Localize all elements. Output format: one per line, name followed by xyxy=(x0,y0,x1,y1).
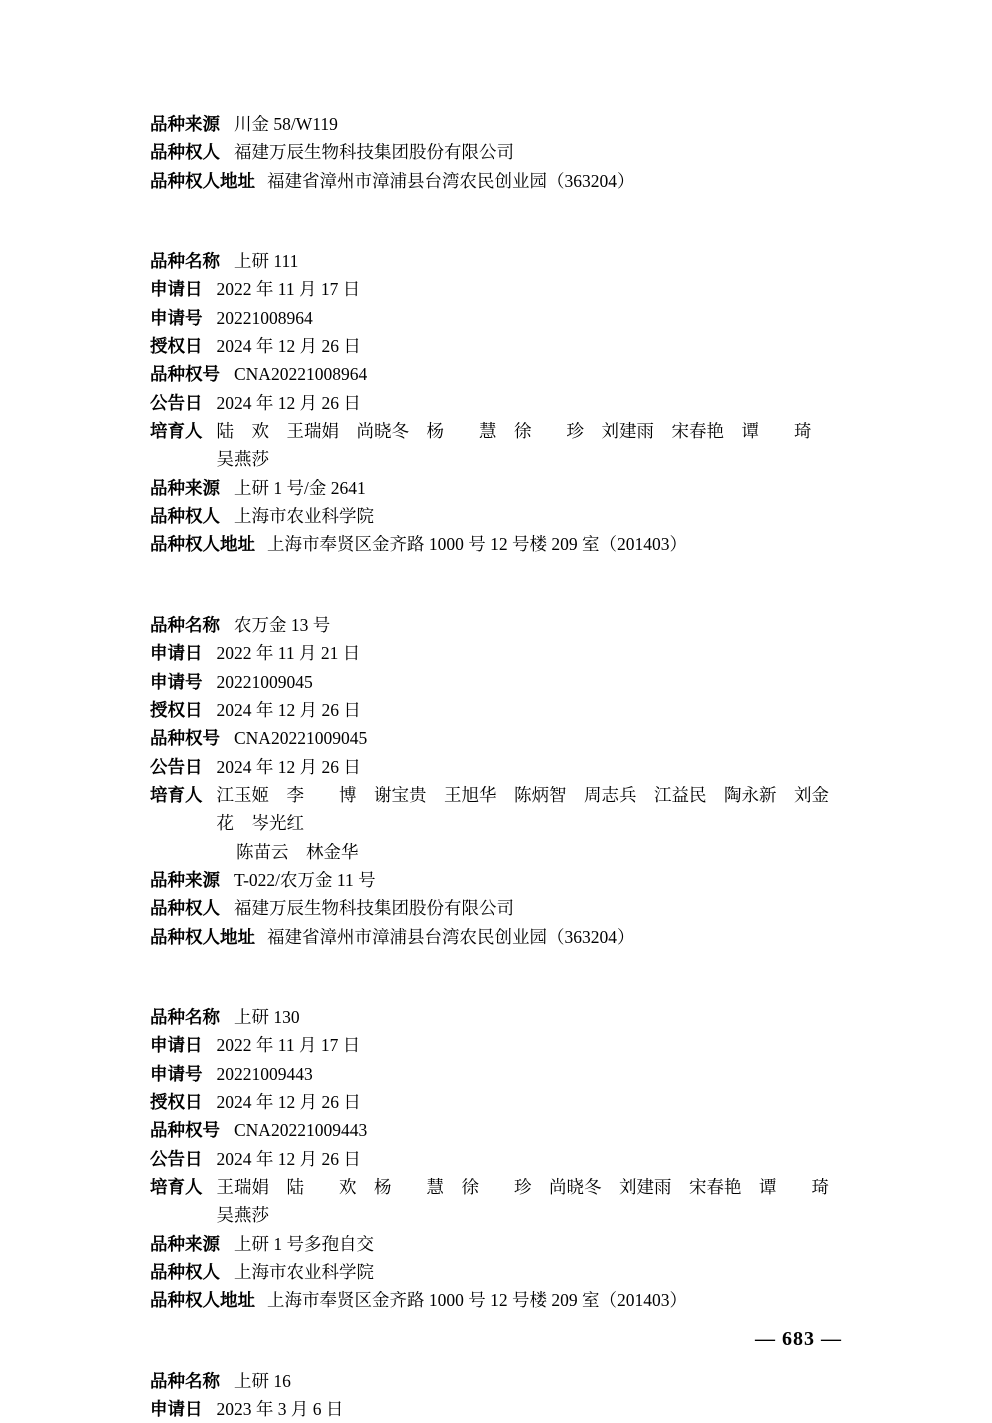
label-right-holder-address: 品种权人地址 xyxy=(150,170,255,191)
field-application-date xyxy=(150,1395,842,1423)
value-variety-name: 上研 130 xyxy=(234,1006,300,1027)
field-variety-name xyxy=(150,611,842,639)
value-right-number: CNA20221008964 xyxy=(234,364,368,385)
field-variety-source xyxy=(150,866,842,894)
field-right-holder xyxy=(150,502,842,530)
label-right-holder: 品种权人 xyxy=(150,142,220,163)
value-application-date: 2023 年 3 月 6 日 xyxy=(216,1399,344,1420)
label-breeders: 培育人 xyxy=(150,784,203,805)
value-right-holder: 上海市农业科学院 xyxy=(234,506,374,527)
label-variety-name: 品种名称 xyxy=(150,251,220,272)
label-application-number: 申请号 xyxy=(150,307,203,328)
value-announcement-date: 2024 年 12 月 26 日 xyxy=(216,1148,361,1169)
label-breeders: 培育人 xyxy=(150,1177,203,1197)
value-breeders: 陆 欢 王瑞娟 尚晓冬 杨 慧 徐 珍 刘建雨 宋春艳 谭 琦 吴燕莎 xyxy=(216,421,829,470)
value-announcement-date: 2024 年 12 月 26 日 xyxy=(216,756,361,777)
field-right-holder xyxy=(150,138,842,166)
label-variety-name: 品种名称 xyxy=(150,1370,220,1391)
field-variety-source xyxy=(150,474,842,502)
label-variety-source: 品种来源 xyxy=(150,869,220,890)
value-application-number: 20221009443 xyxy=(216,1063,313,1084)
value-variety-source: 川金 58/W119 xyxy=(234,114,338,134)
field-right-holder xyxy=(150,894,842,922)
variety-entry xyxy=(150,1003,847,1315)
field-right-holder-address xyxy=(150,530,842,558)
value-right-number: CNA20221009045 xyxy=(234,728,368,749)
label-announcement-date: 公告日 xyxy=(150,392,203,413)
value-right-holder-address: 福建省漳州市漳浦县台湾农民创业园（363204） xyxy=(267,926,635,947)
field-application-date xyxy=(150,1031,842,1059)
variety-entry-partial xyxy=(150,110,842,195)
label-right-holder: 品种权人 xyxy=(150,898,220,919)
label-variety-name: 品种名称 xyxy=(150,1006,220,1027)
label-application-number: 申请号 xyxy=(150,1063,203,1084)
label-right-holder-address: 品种权人地址 xyxy=(150,534,255,555)
value-variety-source: T-022/农万金 11 号 xyxy=(234,869,376,890)
field-variety-name xyxy=(150,1003,842,1031)
field-breeders xyxy=(150,781,842,838)
value-right-holder: 福建万辰生物科技集团股份有限公司 xyxy=(234,898,514,919)
field-announcement-date xyxy=(150,1145,842,1173)
label-application-date: 申请日 xyxy=(150,643,203,664)
field-application-number xyxy=(150,668,842,696)
variety-entry-truncated xyxy=(150,1367,842,1423)
label-application-date: 申请日 xyxy=(150,279,203,300)
page-number: — 683 — xyxy=(755,1328,842,1350)
value-grant-date: 2024 年 12 月 26 日 xyxy=(216,1091,361,1112)
label-breeders: 培育人 xyxy=(150,421,203,442)
field-variety-source xyxy=(150,1230,842,1258)
field-breeders xyxy=(150,1173,847,1230)
label-variety-source: 品种来源 xyxy=(150,1233,220,1254)
value-right-holder-address: 福建省漳州市漳浦县台湾农民创业园（363204） xyxy=(267,170,635,191)
label-right-holder: 品种权人 xyxy=(150,1262,220,1283)
field-application-number xyxy=(150,304,842,332)
value-variety-source: 上研 1 号/金 2641 xyxy=(234,477,366,498)
field-grant-date xyxy=(150,1088,842,1116)
field-application-date xyxy=(150,275,842,303)
field-variety-name xyxy=(150,1367,842,1395)
label-right-number: 品种权号 xyxy=(150,728,220,749)
label-grant-date: 授权日 xyxy=(150,1091,203,1112)
variety-entry xyxy=(150,611,842,951)
value-breeders: 王瑞娟 陆 欢 杨 慧 徐 珍 尚晓冬 刘建雨 宋春艳 谭 琦 吴燕莎 xyxy=(216,1177,847,1226)
value-application-number: 20221009045 xyxy=(216,671,313,692)
field-breeders xyxy=(150,417,842,474)
field-grant-date xyxy=(150,332,842,360)
field-variety-name xyxy=(150,247,842,275)
value-right-holder: 福建万辰生物科技集团股份有限公司 xyxy=(234,142,514,163)
value-announcement-date: 2024 年 12 月 26 日 xyxy=(216,392,361,413)
field-right-holder-address xyxy=(150,1286,842,1314)
label-announcement-date: 公告日 xyxy=(150,756,203,777)
field-grant-date xyxy=(150,696,842,724)
field-application-number xyxy=(150,1060,842,1088)
label-announcement-date: 公告日 xyxy=(150,1148,203,1169)
label-right-number: 品种权号 xyxy=(150,1120,220,1141)
label-right-holder: 品种权人 xyxy=(150,506,220,527)
value-application-date: 2022 年 11 月 21 日 xyxy=(216,643,361,664)
value-application-date: 2022 年 11 月 17 日 xyxy=(216,279,361,300)
label-grant-date: 授权日 xyxy=(150,336,203,357)
field-right-number xyxy=(150,1116,842,1144)
field-right-holder xyxy=(150,1258,842,1286)
label-variety-name: 品种名称 xyxy=(150,614,220,635)
value-variety-name: 上研 16 xyxy=(234,1370,291,1391)
label-application-date: 申请日 xyxy=(150,1399,203,1420)
field-announcement-date xyxy=(150,389,842,417)
value-variety-source: 上研 1 号多孢自交 xyxy=(234,1233,374,1254)
label-right-number: 品种权号 xyxy=(150,364,220,385)
value-right-holder-address: 上海市奉贤区金齐路 1000 号 12 号楼 209 室（201403） xyxy=(267,534,687,555)
value-right-number: CNA20221009443 xyxy=(234,1120,368,1141)
label-application-date: 申请日 xyxy=(150,1035,203,1056)
value-breeders-continued: 陈苗云 林金华 xyxy=(236,841,359,862)
field-announcement-date xyxy=(150,753,842,781)
value-right-holder: 上海市农业科学院 xyxy=(234,1262,374,1283)
label-application-number: 申请号 xyxy=(150,671,203,692)
label-grant-date: 授权日 xyxy=(150,699,203,720)
value-grant-date: 2024 年 12 月 26 日 xyxy=(216,699,361,720)
field-right-holder-address xyxy=(150,167,842,195)
value-grant-date: 2024 年 12 月 26 日 xyxy=(216,336,361,357)
label-variety-source: 品种来源 xyxy=(150,477,220,498)
value-breeders: 江玉姬 李 博 谢宝贵 王旭华 陈炳智 周志兵 江益民 陶永新 刘金花 岑光红 xyxy=(216,784,829,834)
label-variety-source: 品种来源 xyxy=(150,114,220,134)
field-right-number xyxy=(150,724,842,752)
value-variety-name: 上研 111 xyxy=(234,251,299,272)
value-variety-name: 农万金 13 号 xyxy=(234,614,331,635)
value-application-date: 2022 年 11 月 17 日 xyxy=(216,1035,361,1056)
value-application-number: 20221008964 xyxy=(216,307,313,328)
field-right-number xyxy=(150,360,842,388)
label-right-holder-address: 品种权人地址 xyxy=(150,1290,255,1311)
value-right-holder-address: 上海市奉贤区金齐路 1000 号 12 号楼 209 室（201403） xyxy=(267,1290,687,1311)
field-application-date xyxy=(150,639,842,667)
label-right-holder-address: 品种权人地址 xyxy=(150,926,255,947)
field-right-holder-address xyxy=(150,923,842,951)
variety-entry xyxy=(150,247,842,559)
field-variety-source xyxy=(150,110,842,138)
